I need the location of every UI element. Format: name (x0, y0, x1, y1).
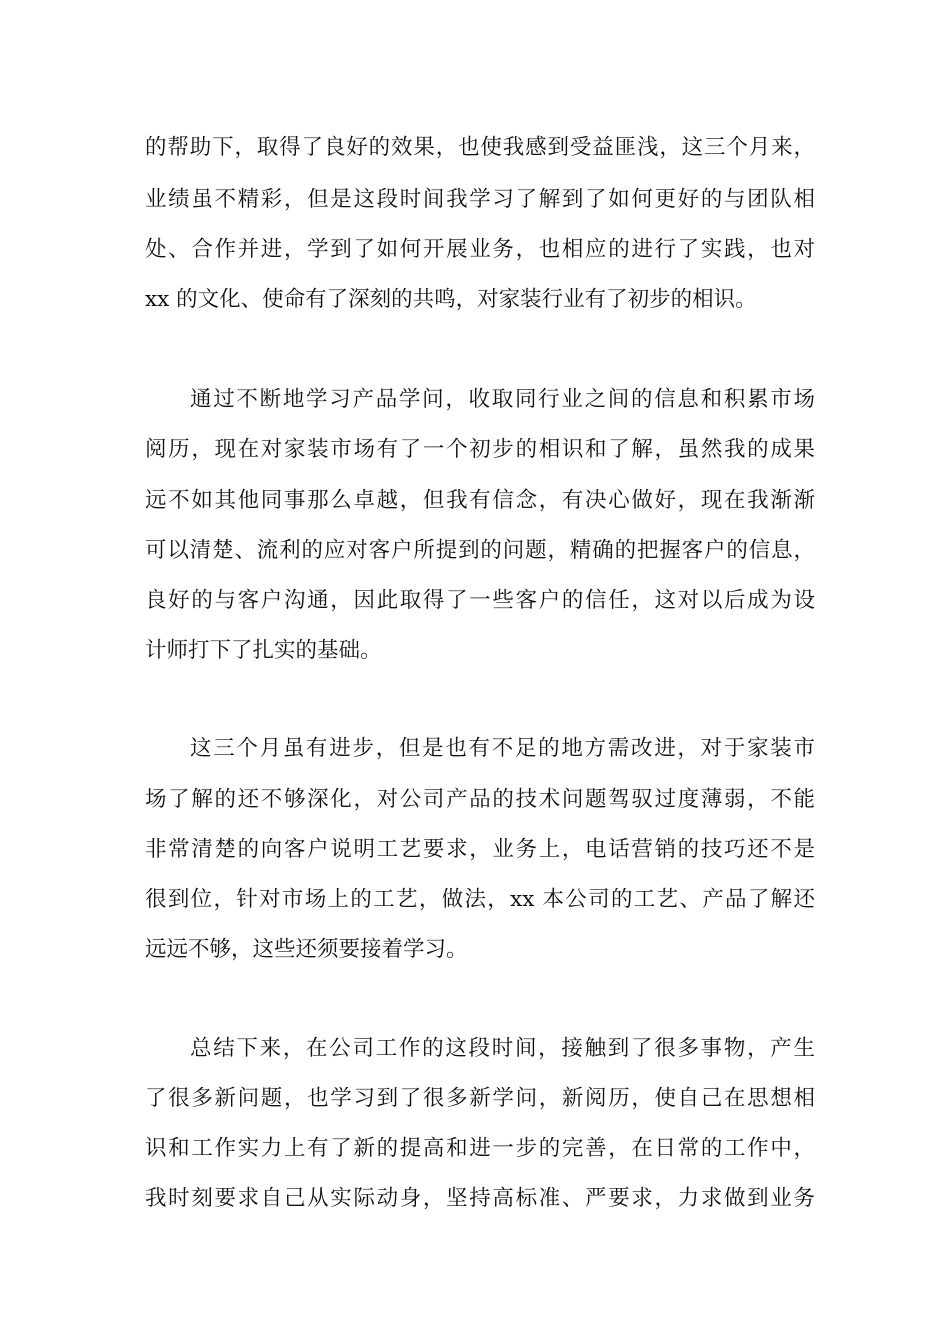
text-line: 识和工作实力上有了新的提高和进一步的完善，在日常的工作中， (145, 1136, 815, 1161)
text-line: 处、合作并进，学到了如何开展业务，也相应的进行了实践，也对 (145, 237, 815, 262)
text-line: 远不如其他同事那么卓越，但我有信念，有决心做好，现在我渐渐 (145, 488, 815, 513)
text-line: xx 的文化、使命有了深刻的共鸣，对家装行业有了初步的相识。 (145, 287, 757, 312)
text-line: 通过不断地学习产品学问，收取同行业之间的信息和积累市场 (190, 387, 815, 412)
text-line: 阅历，现在对家装市场有了一个初步的相识和了解，虽然我的成果 (145, 437, 815, 462)
text-line: 良好的与客户沟通，因此取得了一些客户的信任，这对以后成为设 (145, 588, 815, 613)
text-line: 我时刻要求自己从实际动身，坚持高标准、严要求，力求做到业务 (145, 1186, 815, 1211)
text-line: 场了解的还不够深化，对公司产品的技术问题驾驭过度薄弱，不能 (145, 787, 815, 812)
text-line: 的帮助下，取得了良好的效果，也使我感到受益匪浅，这三个月来， (145, 135, 815, 160)
text-line: 了很多新问题，也学习到了很多新学问，新阅历，使自己在思想相 (145, 1086, 815, 1111)
text-line: 业绩虽不精彩，但是这段时间我学习了解到了如何更好的与团队相 (145, 187, 815, 212)
text-line: 这三个月虽有进步，但是也有不足的地方需改进，对于家装市 (190, 736, 815, 761)
text-line: 总结下来，在公司工作的这段时间，接触到了很多事物，产生 (190, 1036, 815, 1061)
text-line: 可以清楚、流利的应对客户所提到的问题，精确的把握客户的信息， (145, 538, 815, 563)
text-line: 计师打下了扎实的基础。 (145, 638, 382, 663)
text-line: 很到位，针对市场上的工艺，做法，xx 本公司的工艺、产品了解还 (145, 887, 815, 912)
text-line: 远远不够，这些还须要接着学习。 (145, 937, 468, 962)
text-line: 非常清楚的向客户说明工艺要求，业务上，电话营销的技巧还不是 (145, 837, 815, 862)
